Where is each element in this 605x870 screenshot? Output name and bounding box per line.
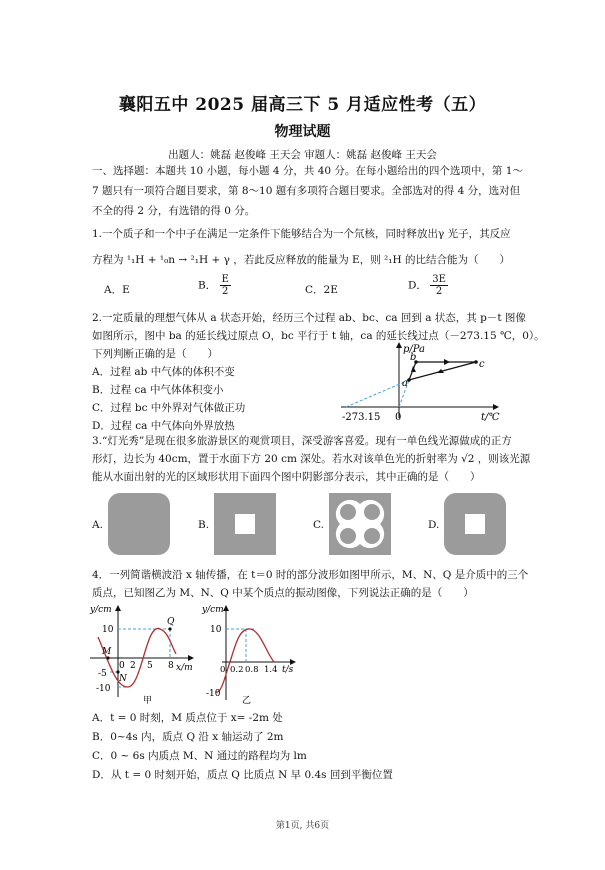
- q2-line2: 如图所示，图中 ba 的延长线过原点 O，bc 平行于 t 轴，ca 的延长线过点（－273.15 ℃，0）。: [92, 330, 545, 342]
- q4-jia-ylabel: y/cm: [90, 605, 112, 615]
- exam-authors: 出题人：姚磊 赵俊峰 王天会 审题人：姚磊 赵俊峰 王天会: [168, 149, 437, 161]
- q3-a-shape: [108, 493, 170, 555]
- page-footer: 第1页, 共6页: [275, 821, 330, 831]
- q2-pt-graph: [336, 340, 506, 424]
- q1-option-d-den: 2: [435, 286, 443, 297]
- section-intro-1: 一、选择题：本题共 10 小题，每小题 4 分，共 40 分。在每小题给出的四个选项中，第 1～: [92, 165, 523, 177]
- q2-x-neg: -273.15: [342, 412, 381, 423]
- q4-jia-label-N: N: [119, 674, 127, 684]
- q4-jia-y-top: 10: [102, 625, 114, 635]
- q1-option-c: C．2E: [305, 284, 338, 296]
- q2-label-c: c: [479, 359, 485, 370]
- q2-arrow-bc: [444, 359, 450, 365]
- q1-option-b: [198, 274, 231, 297]
- q2-option-d: D．过程 ca 中气体向外界放热: [92, 420, 235, 432]
- q3-option-a-figure: [106, 491, 172, 557]
- q4-jia-tick-8: 8: [168, 661, 174, 671]
- q4-yi-tick-02: 0.2: [230, 665, 244, 675]
- q3-option-b-figure: [212, 491, 278, 557]
- q4-yi-y-top: 10: [210, 625, 222, 635]
- q4-jia-label-M: M: [102, 647, 112, 657]
- q1-option-b-fraction: [220, 274, 231, 297]
- q2-label-b: b: [410, 352, 417, 363]
- q2-origin: 0: [395, 412, 402, 423]
- q4-line1: 4．一列简谐横波沿 x 轴传播，在 t＝0 时的部分波形如图甲所示，M、N、Q 是介质中的三个: [92, 569, 529, 581]
- q4-jia-xlabel: x/m: [176, 663, 193, 673]
- q2-line1: 2.一定质量的理想气体从 a 状态开始，经历三个过程 ab、bc、ca 回到 a 状态，其 p－t 图像: [92, 312, 526, 324]
- q4-yi-xlabel: t/s: [282, 665, 294, 675]
- q3-b-inner: [235, 514, 255, 534]
- q3-option-d-figure: [442, 491, 508, 557]
- q3-option-b-label: B.: [198, 519, 210, 531]
- q4-yi-tick-08: 0.8: [245, 665, 259, 675]
- q1-line1: 1.一个质子和一个中子在满足一定条件下能够结合为一个氘核，同时释放出γ 光子，其反应: [92, 228, 511, 240]
- q2-line3: 下列判断正确的是（ ）: [92, 348, 218, 360]
- q4-yi-y-bottom: -10: [206, 689, 221, 699]
- q4-yi-caption: 乙: [242, 696, 252, 706]
- section-intro-2: 7 题只有一项符合题目要求，第 8～10 题有多项符合题目要求。全部选对的得 4 分，选对但: [92, 185, 521, 197]
- q4-option-a: A．t = 0 时刻，M 质点位于 x= -2m 处: [92, 712, 283, 724]
- q2-ca-extension: [346, 380, 409, 407]
- q4-graph-jia: [88, 602, 198, 706]
- q3-line2: 形灯，边长为 40cm，置于水面下方 20 cm 深处。若水对该单色光的折射率为 √2 ，则该光源: [92, 453, 531, 465]
- q4-jia-caption: 甲: [143, 696, 153, 706]
- q4-jia-y-bottom: -10: [96, 684, 111, 694]
- q1-option-a: A．E: [104, 284, 130, 296]
- q1-option-d-label: D．: [408, 279, 427, 292]
- q3-c-corner-bl: [340, 528, 356, 544]
- q3-c-corner-tl: [340, 504, 356, 520]
- q4-jia-y-mid: -5: [98, 669, 107, 679]
- q4-yi-curve: [216, 629, 274, 692]
- q2-xlabel: t/℃: [481, 412, 500, 423]
- q4-jia-tick-0: 0: [119, 661, 125, 671]
- q1-option-d: [408, 274, 448, 297]
- q3-option-a-label: A.: [92, 519, 103, 531]
- q2-option-a: A．过程 ab 中气体的体积不变: [92, 366, 235, 378]
- q4-option-d: D．从 t = 0 时刻开始，质点 Q 比质点 N 早 0.4s 回到平衡位置: [92, 769, 393, 781]
- q1-option-b-label: B．: [198, 279, 217, 292]
- q4-option-b: B．0~4s 内，质点 Q 沿 x 轴运动了 2m: [92, 731, 284, 743]
- q4-jia-point-Q: [168, 627, 171, 630]
- q3-line1: 3.“灯光秀”是现在很多旅游景区的观赏项目，深受游客喜爱。现有一单色线光源做成的正方: [92, 435, 512, 447]
- q1-option-d-fraction: [430, 274, 448, 297]
- q2-label-a: a: [402, 378, 408, 389]
- q4-yi-tick-0: 0: [220, 665, 226, 675]
- q2-point-c: [474, 360, 478, 364]
- q4-line2: 质点，已知图乙为 M、N、Q 中某个质点的振动图像，下列说法正确的是（ ）: [92, 587, 474, 599]
- q2-ylabel: p/Pa: [403, 344, 426, 355]
- q3-c-corner-br: [364, 528, 380, 544]
- q3-option-c-figure: [327, 491, 393, 557]
- q3-c-corner-tr: [364, 504, 380, 520]
- q3-option-c-label: C.: [313, 519, 324, 531]
- q4-jia-tick-5: 5: [147, 661, 153, 671]
- exam-title: 襄阳五中 2025 届高三下 5 月适应性考（五）: [118, 95, 487, 115]
- q3-option-d-label: D.: [428, 519, 440, 531]
- q1-option-d-num: 3E: [432, 274, 446, 285]
- q4-jia-tick-2: 2: [130, 661, 136, 671]
- q1-option-b-den: 2: [222, 286, 229, 297]
- q2-option-b: B．过程 ca 中气体体积变小: [92, 384, 224, 396]
- section-intro-3: 不全的得 2 分，有选错的得 0 分。: [92, 205, 256, 217]
- q4-yi-ylabel: y/cm: [202, 605, 224, 615]
- q4-jia-label-Q: Q: [167, 617, 175, 627]
- exam-subtitle: 物理试题: [274, 124, 331, 140]
- q4-graph-yi: [200, 602, 300, 706]
- q4-yi-tick-14: 1.4: [264, 665, 278, 675]
- q1-line2: 方程为 ¹₁H + ¹₀n → ²₁H + γ ，若此反应释放的能量为 E，则 ²₁H 的比结合能为（ ）: [92, 254, 510, 266]
- q3-line3: 能从水面出射的光的区域形状用下面四个图中阴影部分表示，其中正确的是（ ）: [92, 471, 481, 483]
- q4-option-c: C．0 ~ 6s 内质点 M、N 通过的路程均为 lm: [92, 750, 307, 762]
- q2-option-c: C．过程 bc 中外界对气体做正功: [92, 402, 246, 414]
- q1-option-b-num: E: [221, 274, 229, 285]
- q3-d-inner: [465, 514, 485, 534]
